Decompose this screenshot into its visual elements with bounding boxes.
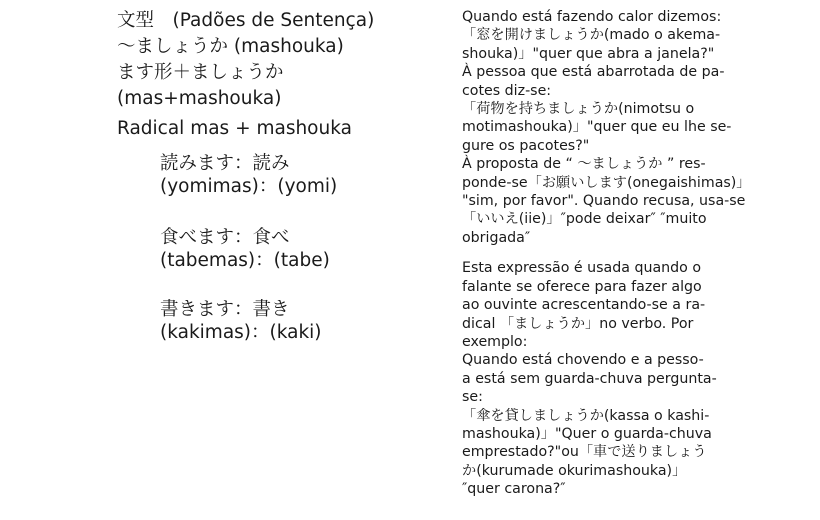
pattern-title: 文型 (Padões de Sentença) [117,10,375,31]
conjugation-jp: 食べます：食べ [160,227,290,248]
text-line: À proposta de “ ～ましょうか ” res- [462,156,706,173]
explanation-paragraph-2 [462,259,814,498]
text-line: ″quer carona?″ [462,481,566,498]
text-line: gure os pacotes?" [462,137,590,154]
text-line: falante se oferece para fazer algo [462,278,702,295]
text-line: 「窓を開けましょうか(mado o akema- [462,27,721,44]
text-line: 「いいえ(iie)」″pode deixar″ ″muito [462,211,707,228]
text-line: dical 「ましょうか」no verbo. Por [462,315,694,332]
text-line: "sim, por favor". Quando recusa, usa-se [462,193,746,210]
conjugation-romaji: (yomimas)：(yomi) [160,176,338,197]
pattern-formula-romaji: (mas+mashouka) [117,88,282,109]
text-line: Esta expressão é usada quando o [462,260,702,277]
text-line: Quando está fazendo calor dizemos: [462,9,722,25]
conjugation-romaji: (kakimas)：(kaki) [160,322,322,343]
pattern-formula-jp: ます形＋ましょうか [117,62,284,83]
conjugation-jp: 書きます：書き [160,299,290,320]
text-line: emprestado?"ou「車で送りましょう [462,444,707,461]
text-line: obrigada″ [462,229,531,246]
text-line: ponde-se「お願いします(onegaishimas)」 [462,174,751,191]
pattern-rule: Radical mas + mashouka [117,118,352,139]
conjugation-example [160,298,360,344]
paragraph-spacer [462,247,814,259]
conjugation-jp: 読みます：読み [160,153,290,174]
explanation-section [462,8,814,499]
text-line: motimashouka)」"quer que eu lhe se- [462,119,732,136]
text-line: shouka)」"quer que abra a janela?" [462,45,715,62]
explanation-paragraph-1 [462,8,814,247]
conjugation-example [160,226,360,272]
text-line: se: [462,389,483,406]
text-line: exemplo: [462,333,528,350]
text-line: 「傘を貸しましょうか(kassa o kashi- [462,407,710,424]
text-line: Quando está chovendo e a pesso- [462,352,704,369]
pattern-section [117,8,417,142]
text-line: 「荷物を持ちましょうか(nimotsu o [462,101,695,118]
text-line: ao ouvinte acrescentando-se a ra- [462,297,706,314]
conjugation-romaji: (tabemas)：(tabe) [160,250,330,271]
text-line: mashouka)」"Quer o guarda-chuva [462,425,712,442]
text-line: cotes diz-se: [462,82,552,99]
pattern-suffix: ～ましょうか (mashouka) [117,36,344,57]
text-line: か(kurumade okurimashouka)」 [462,462,687,479]
text-line: a está sem guarda-chuva pergunta- [462,370,717,387]
conjugation-example [160,152,360,198]
text-line: À pessoa que está abarrotada de pa- [462,64,725,81]
